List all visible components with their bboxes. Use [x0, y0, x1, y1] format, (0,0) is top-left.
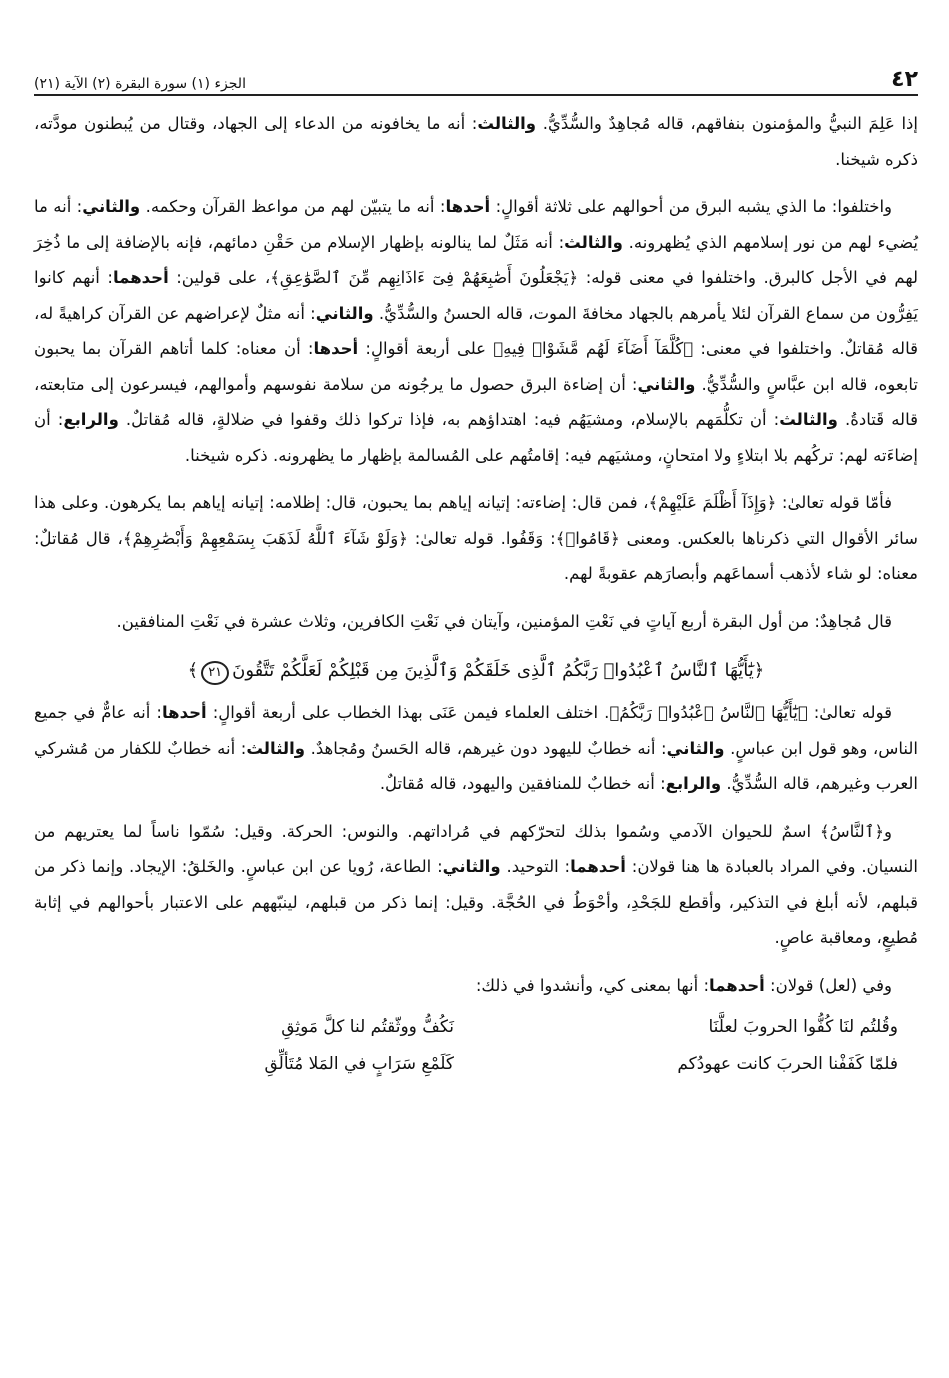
poem-verse — [34, 1009, 918, 1046]
bold-term: أحدها — [313, 339, 359, 358]
ayah-number-marker: ٢١ — [201, 661, 229, 685]
text-run: : أنه ما يخافونه من الدعاء إلى الجهاد، وقتال من يُبطنون مودَّته، ذكره شيخنا. — [34, 114, 918, 169]
book-page — [34, 58, 918, 1083]
text-run: وفي (لعل) قولان: — [764, 975, 892, 995]
commentary-section-1 — [34, 106, 918, 639]
paragraph — [34, 695, 918, 802]
text-run: : أنه خطابٌ للكفار من مُشركي العرب وغيرهم، قاله السُّدِّيُّ. — [34, 738, 918, 793]
bold-term: أحدهما — [570, 857, 626, 876]
poem — [34, 1009, 918, 1083]
page-header — [34, 58, 918, 96]
poem-second-hemistich: كَلَمْعِ سَرَابٍ في المَلا مُتَألِّقِ — [264, 1054, 454, 1074]
paragraph — [34, 814, 918, 956]
text-run: : أنه مَثَلٌ لما ينالونه بإظهار الإسلام من حَقْنِ دمائهم، فإنه بالإضافة إلى ما ذُخِرَ لهم في الأجل كالبرق. واختلفوا في معنى قوله: ﴿يَجْعَلُونَ أَصَٰبِعَهُمْ فِىٓ ءَاذَانِهِم مِّنَ ٱلصَّوَٰعِقِ﴾، على قولين: — [34, 232, 918, 287]
bold-term: والثاني — [442, 857, 501, 876]
bold-term: أحدهما — [112, 268, 169, 287]
text-run: : أنه خطابٌ للمنافقين واليهود، قاله مُقاتلٌ. — [379, 774, 666, 793]
bold-term: والثالث — [477, 114, 537, 133]
page-number: ٤٢ — [891, 67, 918, 92]
text-run: و﴿ٱلنَّاسُ﴾ اسمٌ للحيوان الآدمي وسُموا بذلك لتحرّكهم في مُراداتهم. والنوس: الحركة. وقيل: سُمّوا ناساً لما يعتريهم من النسيان. وفي المراد بالعبادة ها هنا قولان: — [34, 821, 918, 876]
bold-term: والثالث — [246, 738, 306, 758]
bold-term: والثاني — [82, 197, 141, 216]
text-run: : الطاعة، رُويا عن ابن عباسٍ. والخَلقُ: الإيجاد. وإنما ذكر من قبلهم، لأنه أبلغ في التذكير، وأقطع للجَحْدِ، وأحْوَطُ في الحُجَّة. وقيل: إنما ذكر من قبلهم، لينبّههم على الاعتبار بأحوالهم في إثابة مُطيعٍ، ومعاقبة عاصٍ. — [34, 857, 918, 947]
paragraph — [34, 485, 918, 592]
text-run: : التوحيد. — [500, 857, 571, 876]
text-run: : أنهم كانوا يَفِرُّون من سماع القرآن لئلا يأمرهم بالجهاد مخافةَ الموت، قاله الحسنُ والسُّدِّيُّ. — [34, 268, 918, 323]
page-body — [34, 106, 918, 1083]
paragraph — [34, 189, 918, 473]
paragraph — [34, 106, 918, 177]
text-run: : أنه عامٌّ في جميع الناس، وهو قول ابن عباسٍ. — [34, 703, 918, 758]
text-run: إذا عَلِمَ النبيُّ والمؤمنون بنفاقهم، قاله مُجاهِدٌ والسُّدِّيُّ. — [536, 114, 918, 133]
text-run: : أن إضاءَته لهم: تركُهم بلا ابتلاءٍ ولا امتحانٍ، ومشيَهم فيه: إقامتُهم على المُسالمة بإظهار ما يظهرونه. ذكره شيخنا. — [34, 410, 918, 465]
paragraph — [34, 604, 918, 640]
poem-first-hemistich: فلمّا كَفَفْنا الحربَ كانت عهودُكم — [677, 1054, 898, 1074]
running-title: الجزء (١) سورة البقرة (٢) الآية (٢١) — [34, 76, 246, 92]
text-run: : أنها بمعنى كي، وأنشدوا في ذلك: — [475, 975, 710, 995]
text-run: فأمّا قوله تعالىٰ: ﴿وَإِذَآ أَظْلَمَ عَلَيْهِمْ﴾، فمن قال: إضاءته: إتيانه إياهم بما يحبون، قال: إظلامه: إتيانه إياهم بما يكرهون. وعلى هذا سائر الأقوال التي ذكرناها بالعكس. ومعنى ﴿قَامُوا۟﴾: وَقَفُوا. قوله تعالىٰ: ﴿وَلَوْ شَآءَ ٱللَّهُ لَذَهَبَ بِسَمْعِهِمْ وَأَبْصَٰرِهِمْ﴾، قال مُقاتلٌ: معناه: لو شاء لأذهب أسماعَهم وأبصارَهم عقوبةً لهم. — [34, 493, 918, 583]
poem-verse — [34, 1046, 918, 1083]
bold-term: والرابع — [63, 410, 119, 429]
text-run: : أنه خطابٌ لليهود دون غيرهم، قاله الحَسنُ ومُجاهدٌ. — [305, 738, 667, 758]
verse-close-bracket: ﴾ — [187, 660, 199, 681]
poem-first-hemistich: وقُلتُم لنَا كُفُّوا الحروبَ لعلَّنَا — [708, 1017, 898, 1037]
text-run: : أن تكلُّمَهم بالإسلام، ومشيَهُم فيه: اهتداؤهم به، فإذا تركوا ذلك وقفوا في ضلالةٍ، قاله مُقاتلٌ. — [118, 410, 780, 429]
bold-term: والثاني — [315, 303, 374, 323]
text-run: قال مُجاهِدٌ: من أول البقرة أربع آياتٍ في نَعْتِ المؤمنين، وآيتان في نَعْتِ الكافرين، وثلاث عشرة في نَعْتِ المنافقين. — [116, 611, 892, 631]
bold-term: أحدها — [445, 197, 491, 216]
verse-text: ﴿يَٰٓأَيُّهَا ٱلنَّاسُ ٱعْبُدُوا۟ رَبَّكُمُ ٱلَّذِى خَلَقَكُمْ وَٱلَّذِينَ مِن قَبْلِكُمْ لَعَلَّكُمْ تَتَّقُونَ — [232, 660, 765, 681]
bold-term: والرابع — [665, 774, 722, 793]
text-run: : أنه مثلٌ لإعراضهم عن القرآن كراهيةً له، قاله مُقاتلٌ. واختلفوا في معنى: ﴿كُلَّمَآ أَضَآءَ لَهُم مَّشَوْا۟ فِيهِ﴾ على أربعة أقوالٍ: — [34, 303, 918, 358]
poem-second-hemistich: نَكُفُّ ووثّقتُم لنا كلَّ مَوثِقِ — [281, 1017, 454, 1037]
bold-term: أحدها — [161, 703, 207, 722]
quran-verse-heading — [34, 651, 918, 691]
bold-term: والثاني — [637, 374, 696, 394]
text-run: : أنه ما يتبيّن لهم من مواعظ القرآن وحكمه. — [140, 197, 446, 216]
text-run: : أن إضاءة البرق حصول ما يرجُونه من سلامة نفوسهم وأموالهم، فيسرعون إلى متابعته، قاله قَتادةُ. — [34, 374, 918, 429]
text-run: : أنه ما يُضيء لهم من نور إسلامهم الذي يُظهرونه. — [34, 197, 919, 252]
text-run: : أن معناه: كلما أتاهم القرآن بما يحبون تابعوه، قاله ابن عبَّاسٍ والسُّدِّيُّ. — [34, 339, 918, 394]
bold-term: أحدهما — [709, 975, 765, 995]
text-run: واختلفوا: ما الذي يشبه البرق من أحوالهم على ثلاثة أقوالٍ: — [490, 197, 893, 216]
bold-term: والثالث — [564, 232, 623, 252]
text-run: قوله تعالىٰ: ﴿يَٰٓأَيُّهَا ٱلنَّاسُ ٱعْبُدُوا۟ رَبَّكُمُ﴾. اختلف العلماء فيمن عَنَى بهذا الخطاب على أربعة أقوالٍ: — [206, 703, 892, 722]
bold-term: والثاني — [666, 738, 725, 758]
commentary-section-2 — [34, 695, 918, 1003]
bold-term: والثالث — [779, 410, 838, 429]
paragraph — [34, 968, 918, 1004]
